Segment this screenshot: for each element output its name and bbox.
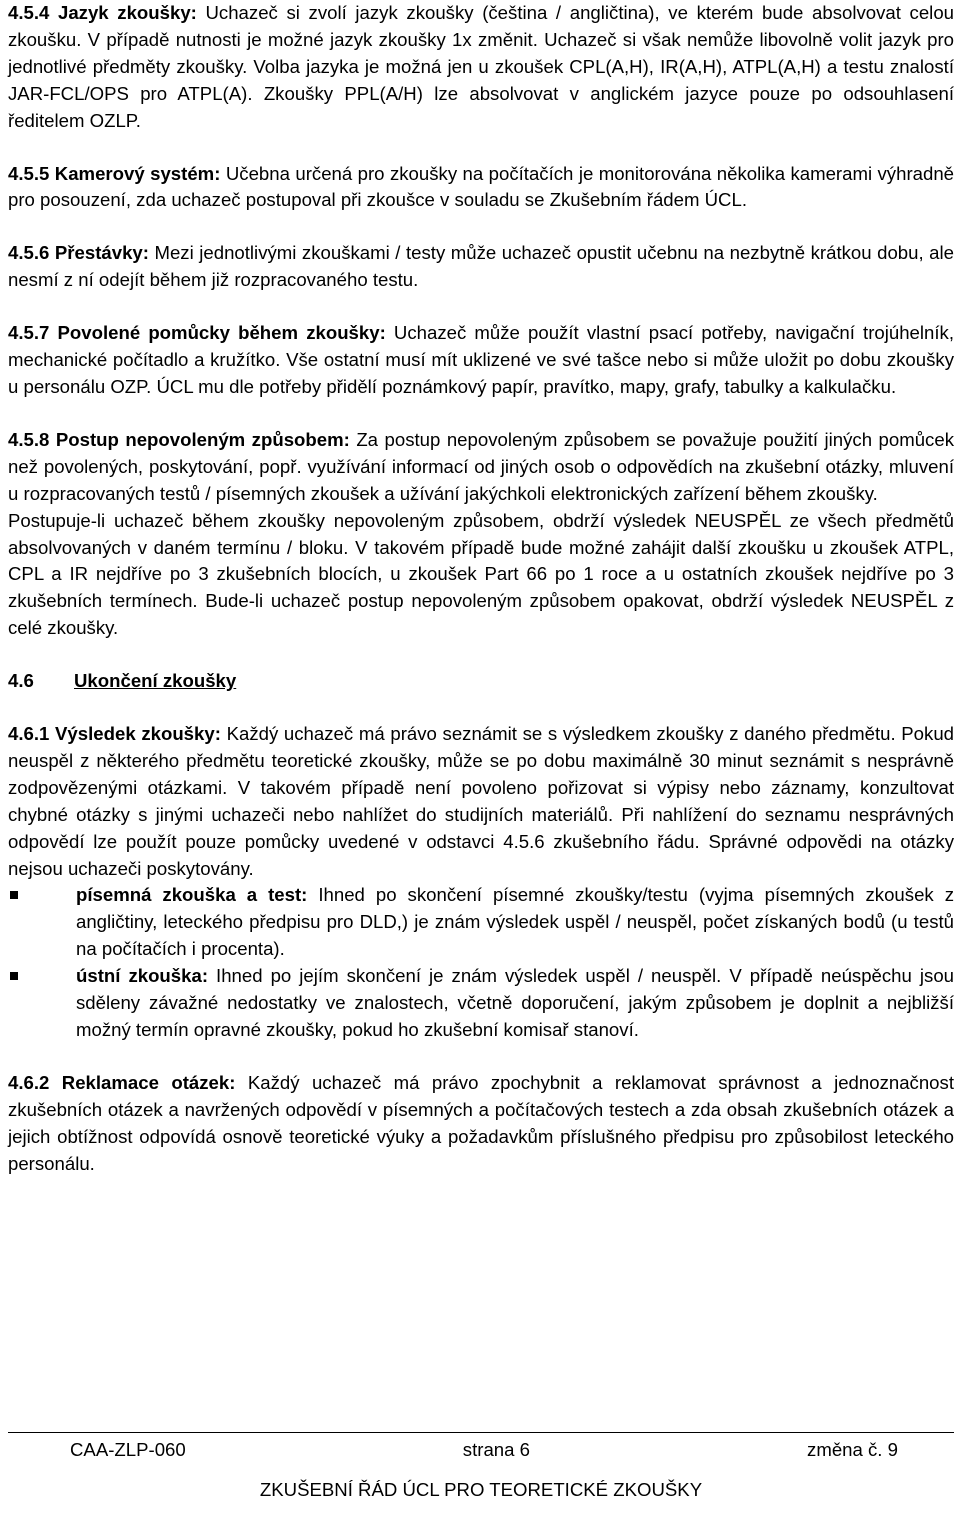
section-heading-4-6 [8, 668, 954, 695]
footer-row [8, 1439, 954, 1461]
paragraph-text: Učebna určená pro zkoušky na počítačích je monitorována několika kamerami výhradně pro posouzení, zda uchazeč postupoval při zkoušce v souladu se Zkušebním řádem ÚCL. [8, 162, 954, 211]
paragraph-4-5-5 [8, 161, 954, 215]
paragraph-4-5-6 [8, 240, 954, 294]
paragraph-text: Každý uchazeč má právo zpochybnit a reklamovat správnost a jednoznačnost zkušebních otázek a navržených odpovědí v písemných a počítačových testech a zda obsah zkušebních otázek a jejich obtížnost odpovídá osnově teoretické výuky a požadavkům příslušného předpisu pro způsobilost leteckého personálu. [8, 1071, 954, 1174]
list-item-text: Ihned po jejím skončení je znám výsledek uspěl / neuspěl. V případě neúspěchu jsou sděleny závažné nedostatky ve znalostech, včetně doporučení, jakým způsobem je doplnit a nejbližší možný termín opravné zkoušky, pokud ho zkušební komisař stanoví. [76, 965, 954, 1040]
footer-doc-id: CAA-ZLP-060 [70, 1439, 186, 1460]
paragraph-4-5-8-continued: Postupuje-li uchazeč během zkoušky nepovoleným způsobem, obdrží výsledek NEUSPĚL ze všech předmětů absolvovaných v daném termínu / bloku. V takovém případě bude možné zahájit další zkoušku u zkoušek ATPL, CPL a IR nejdříve po 3 zkušebních blocích, u zkoušek Part 66 po 1 roce a u ostatních zkoušek nejdříve po 3 zkušebních termínech. Bude-li uchazeč postup nepovoleným způsobem opakovat, obdrží výsledek NEUSPĚL z celé zkoušky. [8, 509, 954, 639]
paragraph-label: 4.5.5 Kamerový systém: [8, 162, 221, 184]
paragraph-4-5-7 [8, 320, 954, 401]
paragraph-text: Uchazeč může použít vlastní psací potřeby, navigační trojúhelník, mechanické počítadlo a kružítko. Vše ostatní musí mít uklizené ve své tašce nebo si může uložit po dobu zkoušky u personálu OZP. ÚCL mu dle potřeby přidělí poznámkový papír, pravítko, mapy, grafy, tabulky a kalkulačku. [8, 322, 954, 397]
paragraph-text: Mezi jednotlivými zkouškami / testy může uchazeč opustit učebnu na nezbytně krátkou dobu, ale nesmí z ní odejít během již rozpracovaného testu. [8, 242, 954, 291]
paragraph-text: Uchazeč si zvolí jazyk zkoušky (čeština / angličtina), ve kterém bude absolvovat celou zkoušku. V případě nutnosti je možné jazyk zkoušky 1x změnit. Uchazeč si však nemůže libovolně volit jazyk pro jednotlivé předměty zkoušky. Volba jazyka je možná jen u zkoušek CPL(A,H), IR(A,H), ATPL(A,H) a testu znalostí JAR-FCL/OPS pro ATPL(A). Zkoušky PPL(A/H) lze absolvovat v anglickém jazyce pouze po odsouhlasení ředitelem OZLP. [8, 2, 954, 131]
heading-title: Ukončení zkoušky [74, 670, 237, 692]
list-item [8, 882, 954, 963]
document-body [8, 0, 954, 1178]
paragraph-4-6-2 [8, 1070, 954, 1178]
paragraph-label: 4.6.1 Výsledek zkoušky: [8, 723, 221, 745]
bullet-list [8, 882, 954, 1043]
paragraph-text: Za postup nepovoleným způsobem se považuje použití jiných pomůcek než povolených, poskytování, popř. využívání informací od jiných osob o odpovědích na zkušební otázky, mluvení u rozpracovaných testů / písemných zkoušek a užívání jakýchkoli elektronických zařízení během zkoušky. [8, 428, 954, 504]
heading-number: 4.6 [8, 670, 34, 692]
paragraph-4-6-1 [8, 721, 954, 882]
page-footer [8, 1432, 954, 1501]
paragraph-4-5-8 [8, 427, 954, 508]
paragraph-label: 4.5.4 Jazyk zkoušky: [8, 2, 197, 23]
paragraph-text: Každý uchazeč má právo seznámit se s výsledkem zkoušky z daného předmětu. Pokud neuspěl z některého předmětu teoretické zkoušky, může se po dobu maximálně 30 minut seznámit s nesprávně zodpovězenými otázkami. V takovém případě není povoleno pořizovat si výpisy nebo záznamy, konzultovat chybné otázky s jinými uchazeči nebo nahlížet do studijních materiálů. Při nahlížení do seznamu nesprávných odpovědí lze použít pouze pomůcky uvedené v odstavci 4.5.6 zkušebního řádu. Správné odpovědi na otázky nejsou uchazeči poskytovány. [8, 723, 955, 879]
list-item [8, 963, 954, 1044]
footer-page-number: strana 6 [462, 1439, 530, 1460]
list-item-text: Ihned po skončení písemné zkoušky/testu (vyjma písemných zkoušek z angličtiny, leteckého předpisu pro DLD,) je znám výsledek uspěl / neuspěl, počet získaných bodů (u testů na počítačích i procenta). [76, 884, 954, 960]
bullet-square-icon [10, 972, 18, 980]
paragraph-label: 4.5.6 Přestávky: [8, 242, 149, 264]
paragraph-4-5-4 [8, 0, 954, 135]
list-item-label: ústní zkouška: [76, 965, 209, 987]
footer-document-title: ZKUŠEBNÍ ŘÁD ÚCL PRO TEORETICKÉ ZKOUŠKY [259, 1479, 703, 1500]
list-item-label: písemná zkouška a test: [76, 884, 308, 906]
paragraph-label: 4.5.8 Postup nepovoleným způsobem: [8, 428, 350, 450]
paragraph-label: 4.5.7 Povolené pomůcky během zkoušky: [8, 322, 386, 344]
bullet-square-icon [10, 891, 18, 899]
footer-revision: změna č. 9 [807, 1439, 898, 1460]
paragraph-label: 4.6.2 Reklamace otázek: [8, 1071, 236, 1093]
